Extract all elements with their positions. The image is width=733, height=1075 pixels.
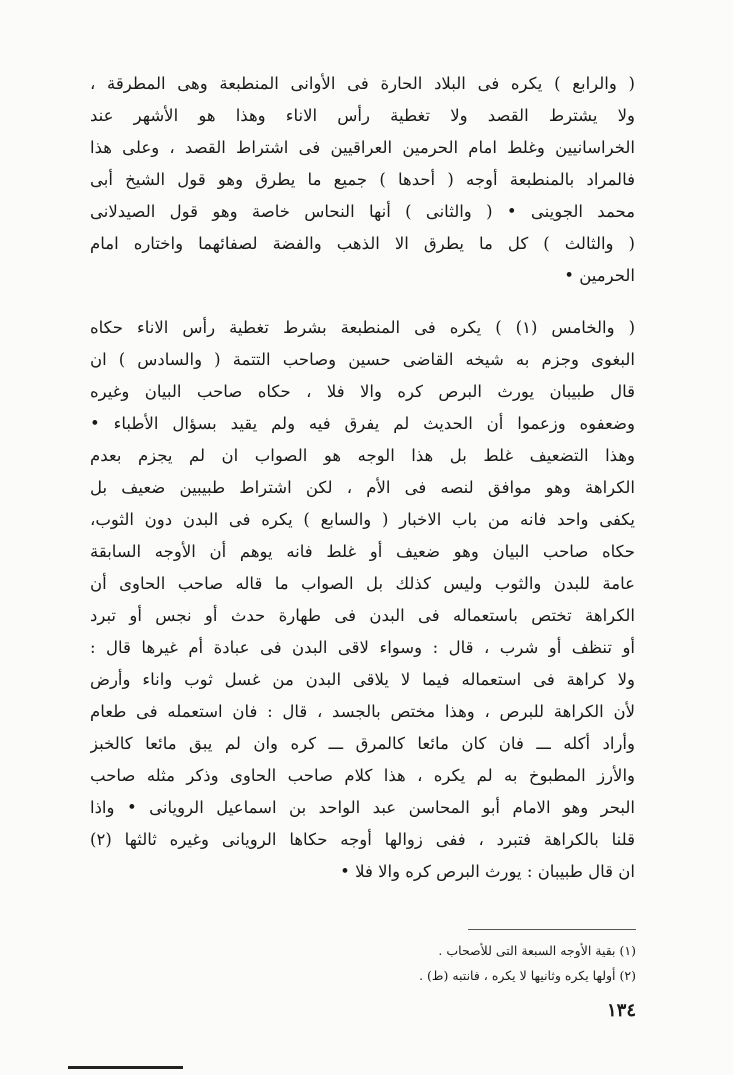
text-line: ان قال طبيبان : يورث البرص كره والا فلا • (340, 862, 635, 881)
text-line: الكراهة تختص باستعماله فى البدن فى طهارة حدث أو نجس أو تبرد (90, 606, 635, 625)
text-line: يكفى واحد فانه من باب الاخبار ( والسابع ) يكره فى البدن دون الثوب، (90, 510, 635, 529)
text-line: وضعفوه وزعموا أن الحديث لم يفرق فيه ولم يقيد بسؤال الأطباء • (90, 414, 635, 433)
footnote-1: (١) بقية الأوجه السبعة التى للأصحاب . (438, 943, 636, 958)
text-line: ( والرابع ) يكره فى البلاد الحارة فى الأوانى المنطبعة وهى المطرقة ، (90, 74, 635, 93)
paragraph-1 (90, 68, 635, 292)
paragraph-2 (90, 312, 635, 888)
text-line: عامة للبدن والثوب وليس كذلك بل الصواب ما قاله صاحب الحاوى أن (90, 574, 635, 593)
text-line: لأن الكراهة للبرص ، وهذا مختص بالجسد ، قال : فان استعمله فى طعام (90, 702, 635, 721)
text-line: ( والثالث ) كل ما يطرق الا الذهب والفضة لصفائهما واختاره امام (90, 234, 635, 253)
text-line: وأراد أكله ـــ فان كان مائعا كالمرق ـــ كره وان لم يبق مائعا كالخبز (90, 734, 635, 753)
text-line: ( والخامس (١) ) يكره فى المنطبعة بشرط تغطية رأس الاناء حكاه (90, 318, 635, 337)
text-line: قال طبيبان يورث البرص كره والا فلا ، حكاه صاحب البيان وغيره (90, 382, 635, 401)
text-line: وهذا التضعيف غلط بل هذا الوجه هو الصواب ان لم يجزم بعدم (90, 446, 635, 465)
text-line: ولا يشترط القصد ولا تغطية رأس الاناء وهذا هو الأشهر عند (90, 106, 635, 125)
text-line: أو تنظف أو شرب ، قال : وسواء لاقى البدن فى عبادة أم غيرها قال : (90, 638, 635, 657)
footnotes (260, 938, 636, 988)
text-line: والأرز المطبوخ به لم يكره ، هذا كلام صاحب الحاوى وذكر مثله صاحب (90, 766, 635, 785)
text-line: ولا كراهة فى استعماله فيما لا يلاقى البدن من غسل ثوب واناء وأرض (90, 670, 635, 689)
scan-edge-mark (68, 1066, 183, 1069)
text-line: البغوى وجزم به شيخه القاضى حسين وصاحب التتمة ( والسادس ) ان (90, 350, 635, 369)
text-line: محمد الجوينى • ( والثانى ) أنها النحاس خاصة وهو قول الصيدلانى (90, 202, 635, 221)
text-line: البحر وهو الامام أبو المحاسن عبد الواحد بن اسماعيل الرويانى • واذا (90, 798, 635, 817)
text-line: الكراهة وهو موافق لنصه فى الأم ، لكن اشتراط طبيبين ضعيف بل (90, 478, 635, 497)
text-line: الحرمين • (564, 266, 635, 285)
text-line: حكاه صاحب البيان وهو ضعيف أو غلط فانه يوهم أن الأوجه السابقة (90, 542, 635, 561)
text-line: الخراسانيين وغلط امام الحرمين العراقيين فى اشتراط القصد ، وعلى هذا (90, 138, 635, 157)
footnote-2: (٢) أولها يكره وثانيها لا يكره ، فانتبه (ط) . (419, 968, 636, 983)
text-line: قلنا بالكراهة فتبرد ، ففى زوالها أوجه حكاها الرويانى وغيره ثالثها (٢) (90, 830, 635, 849)
text-line: فالمراد بالمنطبعة أوجه ( أحدها ) جميع ما يطرق وهو قول الشيخ أبى (90, 170, 635, 189)
footnote-divider (468, 929, 636, 930)
page-number: ١٣٤ (606, 1000, 636, 1021)
